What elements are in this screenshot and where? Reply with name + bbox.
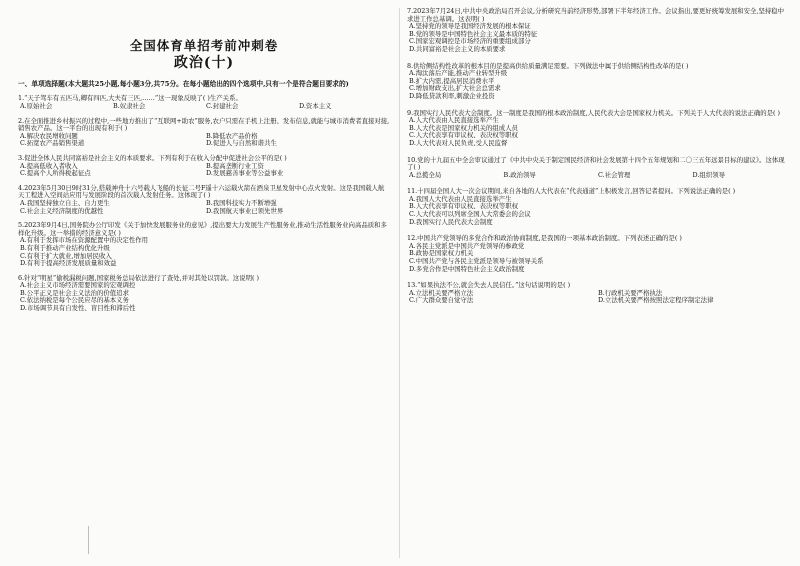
answer-option: C.增加财政支出,扩大社会总需求 (409, 84, 501, 93)
question-item (407, 110, 785, 148)
question-item (407, 235, 785, 273)
question-item (407, 282, 785, 305)
right-column (407, 8, 785, 314)
question-item (407, 157, 785, 180)
answer-option: C.广大群众要自觉守法 (409, 296, 474, 305)
question-item (407, 8, 785, 54)
answer-option: D.市场调节具有自发性、盲目性和滞后性 (20, 304, 136, 313)
answer-option: C.提高个人所得税起征点 (20, 169, 91, 178)
question-stem: 5.2023年9月4日,国务院办公厅印发《关于加快发展服务业的意见》,提出要大力发展生产性服务业,推动生活性服务业向高品质和多样化升级。这一举措的经济意义是( ) (18, 221, 387, 237)
answer-option: B.提高垄断行业工资 (206, 161, 264, 170)
option-row (18, 140, 390, 148)
answer-option: D.降低贷款利率,刺激企业投资 (409, 91, 495, 100)
answer-option: B.政协是国家权力机关 (409, 249, 474, 258)
answer-option: C.国家宏观调控是市场经济的重要组成部分 (409, 37, 531, 46)
answer-option: B.人大代表享有审议权、表决权等职权 (409, 202, 518, 211)
answer-option: C.拓宽农产品销售渠道 (20, 139, 85, 148)
question-stem: 11.十四届全国人大一次会议期间,来自各地的人大代表在“代表通道”上积极发言,回答记者提问。下列说法正确的是( ) (407, 187, 736, 196)
answer-option: B.公平正义是社会主义法治的价值追求 (20, 288, 129, 297)
answer-option: A.我国人大代表由人民直接选举产生 (409, 194, 512, 203)
question-item (18, 275, 390, 313)
answer-option: D.共同富裕是社会主义的本质要求 (409, 44, 506, 53)
answer-option: B.行政机关要严格执法 (598, 288, 663, 297)
page-fold-divider (399, 8, 400, 558)
question-item (18, 95, 390, 110)
answer-option: D.我国实行人民代表大会制度 (409, 217, 493, 226)
option-row (407, 172, 785, 180)
answer-option: B.人大代表是国家权力机关的组成人员 (409, 123, 518, 132)
answer-option: C.社会管理 (598, 170, 631, 179)
question-item (18, 185, 390, 215)
answer-option: C.中国共产党与各民主党派是领导与被领导关系 (409, 257, 544, 266)
answer-option: C.社会主义经济制度的优越性 (20, 206, 104, 215)
answer-option: D.发展慈善事业等公益事业 (206, 169, 284, 178)
answer-option: A.总揽全局 (409, 170, 442, 179)
question-stem: 13.“如果执法不公,就会失去人民信任。”这句话说明的是( ) (407, 281, 571, 290)
answer-option: D.多党合作是中国特色社会主义政治制度 (409, 264, 525, 273)
question-stem: 6.针对“明星”偷税漏税问题,国家税务总局依法进行了查处,并对其处以罚款。这说明( ) (18, 273, 259, 282)
answer-option: B.政治领导 (503, 170, 536, 179)
section-heading: 一、单项选择题(本大题共25小题,每小题3分,共75分。在每小题给出的四个选项中,只有一个是符合题目要求的) (18, 80, 349, 88)
margin-mark (88, 526, 89, 554)
answer-option: B.党的领导是中国特色社会主义最本质的特征 (409, 29, 538, 38)
left-column (18, 8, 390, 320)
answer-option: A.坚持党的领导是我国经济发展的根本保证 (409, 22, 531, 31)
answer-option: A.社会主义市场经济需要国家的宏观调控 (20, 281, 136, 290)
answer-option: C.人大代表可以列席全国人大常委会的会议 (409, 210, 531, 219)
question-list-left (18, 95, 390, 312)
question-item (18, 118, 390, 148)
answer-option: D.促进人与自然和谐共生 (206, 139, 277, 148)
option-row (407, 297, 785, 305)
answer-option: A.淘汰落后产能,推动产业转型升级 (409, 69, 508, 78)
question-item (407, 63, 785, 101)
question-item (18, 155, 390, 178)
answer-option: A.原始社会 (20, 102, 53, 110)
option-row (18, 208, 390, 216)
question-stem: 4.2023年5月30日9时31分,搭载神舟十六号载人飞船的长征二号F遥十六运载火箭在酒泉卫星发射中心点火发射。这是我国载人航天工程进入空间站应用与发展阶段的首次载人发射任务。这体现了( ) (18, 183, 385, 200)
question-stem: 12.中国共产党领导的多党合作和政治协商制度,是我国的一项基本政治制度。下列表述正确的是( ) (407, 234, 682, 243)
question-item (407, 188, 785, 226)
answer-option: B.降低农产品价格 (206, 131, 258, 140)
answer-option: D.资本主义 (299, 102, 332, 110)
question-list-right (407, 8, 785, 305)
question-item (18, 222, 390, 268)
answer-option: B.扩大内需,提高居民消费水平 (409, 76, 495, 85)
question-stem: 2.在全面推进乡村振兴的过程中,一些地方推出了“互联网+助农”服务,农户只需在手机上注册、发布信息,就能与城市消费者直接对接,销售农产品。这一平台的出现有利于( ) (18, 116, 390, 133)
option-row (18, 103, 390, 111)
exam-subtitle: 政治(十) (173, 55, 235, 71)
answer-option: C.有利于扩大就业,增加居民收入 (20, 251, 112, 260)
answer-option: C.人大代表享有审议权、表决权等职权 (409, 131, 518, 140)
answer-option: D.有利于提高经济发展质量和效益 (20, 259, 117, 268)
answer-option: A.有利于发挥市场在资源配置中的决定性作用 (20, 236, 149, 245)
question-stem: 3.促进全体人民共同富裕是社会主义的本质要求。下列有利于在收入分配中促进社会公平的是( ) (18, 153, 287, 162)
question-stem: 1.“天子驾车有五匹马,卿有四匹,大夫有三匹,……”这一现象反映了( )生产关系。 (18, 94, 242, 103)
answer-option: D.立法机关要严格按照法定程序制定法律 (598, 296, 714, 305)
answer-option: B.有利于推动产业结构优化升级 (20, 243, 110, 252)
option-row (18, 170, 390, 178)
answer-option: A.立法机关要严格立法 (409, 288, 474, 297)
question-stem: 8.供给侧结构性改革的根本目的是提高供给质量满足需要。下列做法中属于供给侧结构性改革的是( ) (407, 61, 689, 70)
answer-option: A.提高低收入者收入 (20, 161, 78, 170)
question-stem: 10.党的十九届五中全会审议通过了《中共中央关于制定国民经济和社会发展第十四个五年规划和二〇三五年远景目标的建议》。这体现了( ) (407, 155, 785, 172)
answer-option: A.我国坚持独立自主、自力更生 (20, 198, 110, 207)
answer-option: A.人大代表由人民直接选举产生 (409, 116, 499, 125)
answer-option: A.各民主党派是中国共产党领导的参政党 (409, 241, 525, 250)
answer-option: C.依法纳税是每个公民应尽的基本义务 (20, 296, 129, 305)
answer-option: A.解决农民增收问题 (20, 131, 78, 140)
answer-option: B.奴隶社会 (113, 102, 146, 110)
question-stem: 7.2023年7月24日,中共中央政治局召开会议,分析研究当前经济形势,部署下半年经济工作。会议指出,要更好统筹发展和安全,坚持稳中求进工作总基调。这表明( ) (407, 7, 785, 23)
answer-option: B.我国科技实力不断增强 (206, 198, 277, 207)
answer-option: D.我国航天事业已领先世界 (206, 206, 284, 215)
question-stem: 9.我国实行人民代表大会制度。这一制度是我国的根本政治制度,人民代表大会是国家权力机关。下列关于人大代表的说法正确的是( ) (407, 108, 781, 117)
answer-option: D.组织领导 (692, 170, 725, 179)
answer-option: C.封建社会 (206, 102, 239, 110)
answer-option: D.人大代表对人民负责,受人民监督 (409, 138, 508, 147)
exam-title: 全国体育单招考前冲刺卷 (129, 38, 279, 53)
